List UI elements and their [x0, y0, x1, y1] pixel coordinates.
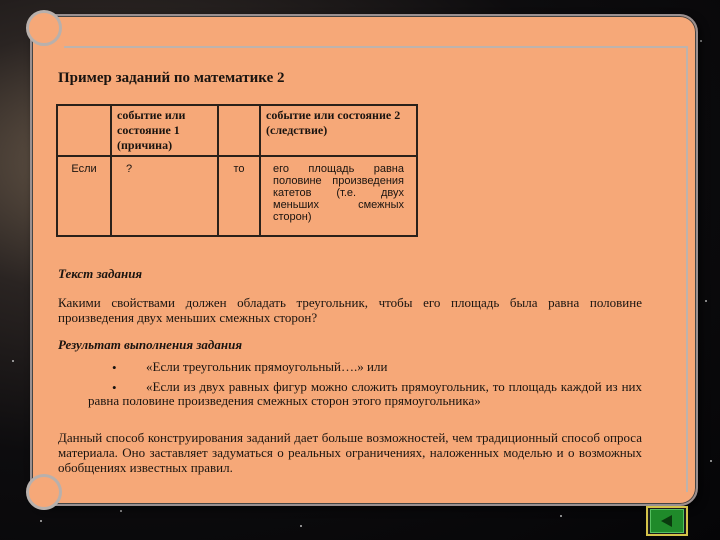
scroll-right-edge	[686, 46, 688, 492]
slide-title: Пример заданий по математике 2	[58, 70, 285, 86]
scroll-curl-top-left	[26, 10, 62, 46]
triangle-left-icon	[659, 513, 675, 529]
table-header-cell	[57, 105, 111, 156]
table-cell: ?	[111, 156, 218, 236]
bullet-icon: •	[112, 380, 117, 395]
table-row	[57, 156, 417, 236]
table-header-cell: событие или состояние 1 (причина)	[111, 105, 218, 156]
task-text: Какими свойствами должен обладать треугольник, чтобы его площадь была равна половине произведения двух меньших смежных сторон?	[58, 295, 642, 325]
table-cell: то	[218, 156, 260, 236]
table-header-cell: событие или состояние 2 (следствие)	[260, 105, 417, 156]
table-header-row	[57, 105, 417, 156]
result-bullet-2: «Если из двух равных фигур можно сложить прямоугольник, то площадь каждой из них равна половине произведения смежных сторон этого прямоугольника»	[88, 379, 642, 408]
back-button[interactable]	[646, 506, 688, 536]
scroll-curl-bottom-left	[26, 474, 62, 510]
task-heading: Текст задания	[58, 266, 143, 281]
result-bullet-1: «Если треугольник прямоугольный….» или	[146, 359, 388, 374]
result-heading: Результат выполнения задания	[58, 337, 243, 352]
back-button-face[interactable]	[650, 509, 684, 533]
cause-effect-table	[56, 104, 418, 237]
bullet-icon: •	[112, 360, 117, 375]
table-cell: Если	[57, 156, 111, 236]
conclusion-text: Данный способ конструирования заданий дает больше возможностей, чем традиционный способ опроса материала. Оно заставляет задуматься о реальных ограничениях, наложенных моделью и о возможных обобщениях известных правил.	[58, 430, 642, 475]
table-header-cell	[218, 105, 260, 156]
table-cell: его площадь равна половине произведения катетов (т.е. двух меньших смежных сторон)	[260, 156, 417, 236]
scroll-top-edge	[64, 46, 688, 48]
